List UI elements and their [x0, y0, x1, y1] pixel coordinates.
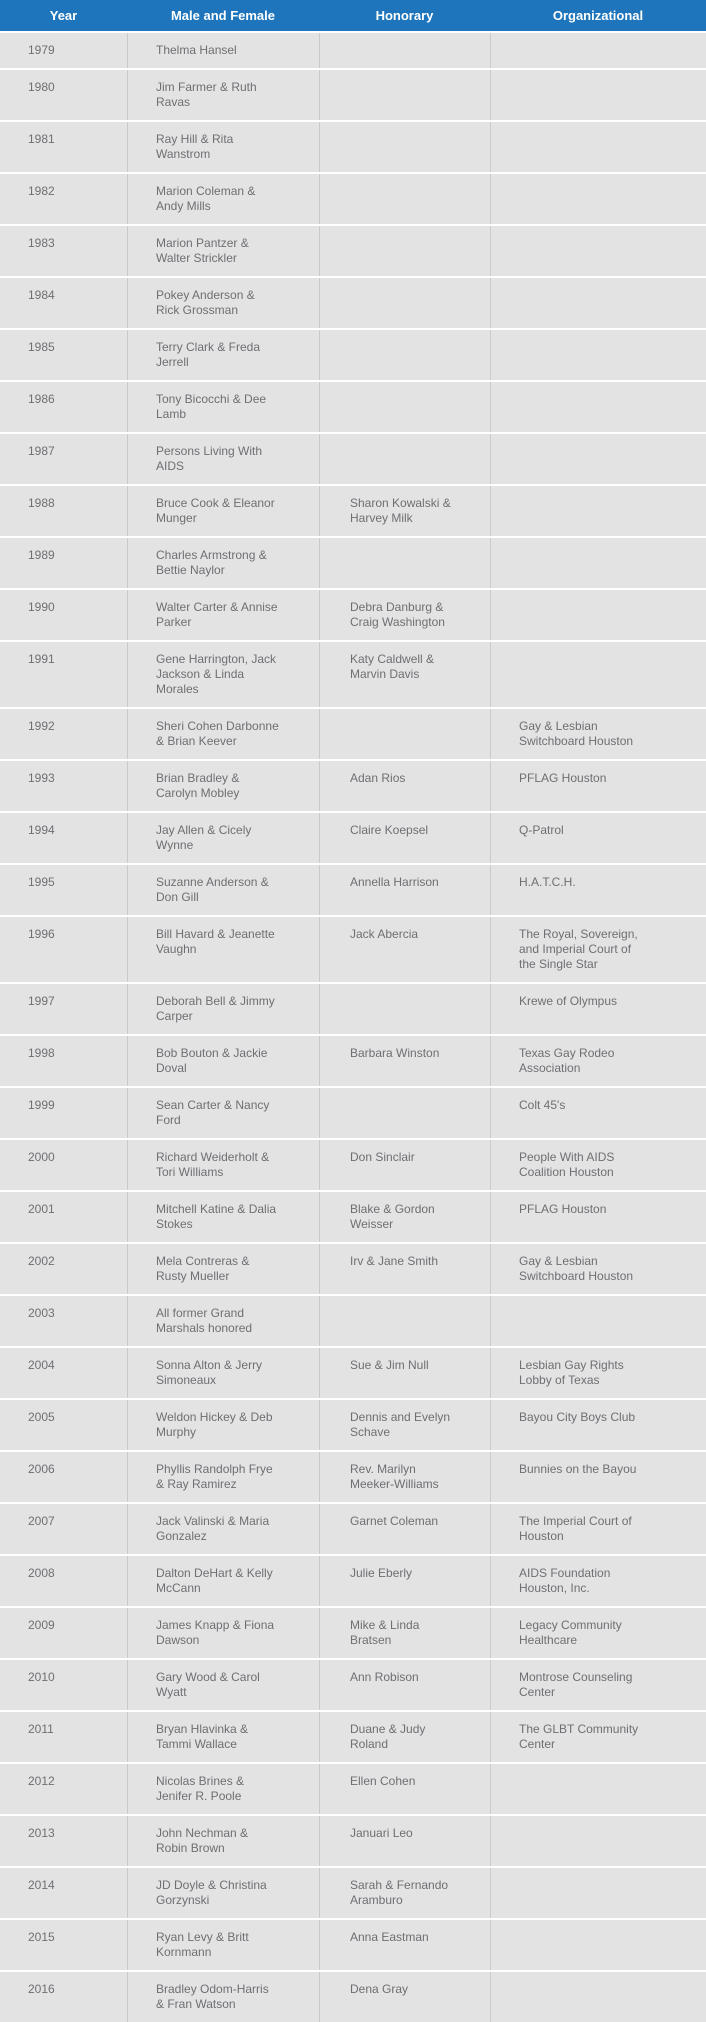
cell-honorary: Claire Koepsel [319, 813, 490, 863]
cell-organizational [490, 122, 706, 172]
cell-organizational: Colt 45's [490, 1088, 706, 1138]
cell-organizational: Gay & Lesbian Switchboard Houston [490, 1244, 706, 1294]
cell-male-and-female: Marion Pantzer & Walter Strickler [127, 226, 319, 276]
cell-year: 1984 [28, 288, 55, 302]
table-row [0, 122, 706, 172]
column-header-honorary: Honorary [375, 8, 434, 23]
table-row [0, 278, 706, 328]
table-row [0, 1296, 706, 1346]
cell-male-and-female: Bradley Odom-Harris & Fran Watson [127, 1972, 319, 2022]
cell-honorary: Duane & Judy Roland [319, 1712, 490, 1762]
cell-male-and-female: Nicolas Brines & Jenifer R. Poole [127, 1764, 319, 1814]
cell-year: 2011 [28, 1722, 54, 1736]
cell-male-and-female: Weldon Hickey & Deb Murphy [127, 1400, 319, 1450]
cell-year: 1992 [28, 719, 55, 733]
cell-year: 1983 [28, 236, 55, 250]
cell-male-and-female: Gary Wood & Carol Wyatt [127, 1660, 319, 1710]
cell-year: 1997 [28, 994, 55, 1008]
cell-honorary: Anna Eastman [319, 1920, 490, 1970]
table-row [0, 813, 706, 863]
table-row [0, 1192, 706, 1242]
cell-year: 2015 [28, 1930, 55, 1944]
cell-honorary: Sarah & Fernando Aramburo [319, 1868, 490, 1918]
cell-male-and-female: Persons Living With AIDS [127, 434, 319, 484]
cell-organizational [490, 1296, 706, 1346]
cell-year: 1989 [28, 548, 55, 562]
cell-honorary: Blake & Gordon Weisser [319, 1192, 490, 1242]
cell-honorary [319, 382, 490, 432]
cell-honorary: Rev. Marilyn Meeker-Williams [319, 1452, 490, 1502]
table-row [0, 174, 706, 224]
cell-year: 1982 [28, 184, 55, 198]
cell-honorary: Adan Rios [319, 761, 490, 811]
cell-organizational: The Imperial Court of Houston [490, 1504, 706, 1554]
table-row [0, 1556, 706, 1606]
table-row [0, 1140, 706, 1190]
cell-male-and-female: Suzanne Anderson & Don Gill [127, 865, 319, 915]
cell-year: 2004 [28, 1358, 55, 1372]
cell-year: 1998 [28, 1046, 55, 1060]
table-row [0, 1348, 706, 1398]
cell-honorary: Katy Caldwell & Marvin Davis [319, 642, 490, 707]
cell-year: 1990 [28, 600, 55, 614]
table-row [0, 917, 706, 982]
cell-organizational [490, 1972, 706, 2022]
cell-male-and-female: Bryan Hlavinka & Tammi Wallace [127, 1712, 319, 1762]
cell-male-and-female: Jim Farmer & Ruth Ravas [127, 70, 319, 120]
cell-male-and-female: Mela Contreras & Rusty Mueller [127, 1244, 319, 1294]
cell-honorary: Januari Leo [319, 1816, 490, 1866]
cell-honorary [319, 709, 490, 759]
cell-year: 1995 [28, 875, 55, 889]
cell-organizational: AIDS Foundation Houston, Inc. [490, 1556, 706, 1606]
table-row [0, 865, 706, 915]
cell-year: 2012 [28, 1774, 55, 1788]
table-row [0, 1816, 706, 1866]
cell-honorary: Irv & Jane Smith [319, 1244, 490, 1294]
cell-honorary [319, 330, 490, 380]
table-row [0, 330, 706, 380]
cell-year: 2000 [28, 1150, 55, 1164]
cell-male-and-female: Gene Harrington, Jack Jackson & Linda Morales [127, 642, 319, 707]
table-row [0, 1504, 706, 1554]
table-row [0, 984, 706, 1034]
cell-organizational: The Royal, Sovereign, and Imperial Court of the Single Star [490, 917, 706, 982]
cell-honorary: Annella Harrison [319, 865, 490, 915]
table-row [0, 434, 706, 484]
cell-organizational [490, 1920, 706, 1970]
table-row [0, 1244, 706, 1294]
table-row [0, 1712, 706, 1762]
cell-male-and-female: Sonna Alton & Jerry Simoneaux [127, 1348, 319, 1398]
table-row [0, 1868, 706, 1918]
cell-honorary: Ann Robison [319, 1660, 490, 1710]
cell-honorary: Debra Danburg & Craig Washington [319, 590, 490, 640]
table-row [0, 1920, 706, 1970]
cell-male-and-female: JD Doyle & Christina Gorzynski [127, 1868, 319, 1918]
cell-honorary [319, 434, 490, 484]
table-row [0, 70, 706, 120]
cell-year: 2006 [28, 1462, 55, 1476]
table-row [0, 1608, 706, 1658]
table-row [0, 1452, 706, 1502]
cell-honorary: Don Sinclair [319, 1140, 490, 1190]
cell-organizational [490, 1816, 706, 1866]
cell-organizational: Gay & Lesbian Switchboard Houston [490, 709, 706, 759]
table-row [0, 590, 706, 640]
cell-male-and-female: Bill Havard & Jeanette Vaughn [127, 917, 319, 982]
cell-male-and-female: John Nechman & Robin Brown [127, 1816, 319, 1866]
cell-year: 2009 [28, 1618, 55, 1632]
table-header-row [0, 0, 706, 31]
cell-male-and-female: Bruce Cook & Eleanor Munger [127, 486, 319, 536]
cell-organizational: Texas Gay Rodeo Association [490, 1036, 706, 1086]
cell-year: 1999 [28, 1098, 55, 1112]
cell-organizational: People With AIDS Coalition Houston [490, 1140, 706, 1190]
cell-male-and-female: Jay Allen & Cicely Wynne [127, 813, 319, 863]
cell-male-and-female: Dalton DeHart & Kelly McCann [127, 1556, 319, 1606]
cell-organizational [490, 330, 706, 380]
table-row [0, 761, 706, 811]
table-row [0, 1088, 706, 1138]
table-row [0, 1036, 706, 1086]
cell-organizational: Bayou City Boys Club [490, 1400, 706, 1450]
cell-honorary [319, 538, 490, 588]
cell-year: 1994 [28, 823, 55, 837]
cell-year: 1993 [28, 771, 55, 785]
cell-male-and-female: Ray Hill & Rita Wanstrom [127, 122, 319, 172]
cell-male-and-female: Mitchell Katine & Dalia Stokes [127, 1192, 319, 1242]
cell-male-and-female: Brian Bradley & Carolyn Mobley [127, 761, 319, 811]
cell-honorary: Dena Gray [319, 1972, 490, 2022]
cell-organizational [490, 434, 706, 484]
table-row [0, 538, 706, 588]
cell-male-and-female: All former Grand Marshals honored [127, 1296, 319, 1346]
cell-organizational: Montrose Counseling Center [490, 1660, 706, 1710]
cell-year: 2014 [28, 1878, 55, 1892]
cell-male-and-female: Sheri Cohen Darbonne & Brian Keever [127, 709, 319, 759]
cell-year: 1988 [28, 496, 55, 510]
cell-male-and-female: Walter Carter & Annise Parker [127, 590, 319, 640]
table-row [0, 709, 706, 759]
cell-honorary: Garnet Coleman [319, 1504, 490, 1554]
table-body [0, 33, 706, 2022]
cell-male-and-female: Thelma Hansel [127, 33, 319, 68]
cell-honorary [319, 33, 490, 68]
cell-year: 1979 [28, 43, 55, 57]
cell-honorary [319, 70, 490, 120]
cell-year: 2010 [28, 1670, 55, 1684]
cell-organizational: Legacy Community Healthcare [490, 1608, 706, 1658]
column-header-year: Year [49, 8, 78, 23]
cell-male-and-female: Pokey Anderson & Rick Grossman [127, 278, 319, 328]
table-row [0, 1660, 706, 1710]
cell-male-and-female: Charles Armstrong & Bettie Naylor [127, 538, 319, 588]
cell-year: 1981 [28, 132, 55, 146]
cell-organizational: PFLAG Houston [490, 1192, 706, 1242]
cell-male-and-female: Marion Coleman & Andy Mills [127, 174, 319, 224]
cell-male-and-female: Tony Bicocchi & Dee Lamb [127, 382, 319, 432]
cell-male-and-female: James Knapp & Fiona Dawson [127, 1608, 319, 1658]
cell-honorary: Mike & Linda Bratsen [319, 1608, 490, 1658]
cell-organizational: Q-Patrol [490, 813, 706, 863]
cell-organizational [490, 33, 706, 68]
cell-year: 2013 [28, 1826, 55, 1840]
cell-male-and-female: Deborah Bell & Jimmy Carper [127, 984, 319, 1034]
cell-organizational [490, 538, 706, 588]
table-row [0, 226, 706, 276]
cell-organizational: Bunnies on the Bayou [490, 1452, 706, 1502]
cell-honorary [319, 984, 490, 1034]
cell-year: 2016 [28, 1982, 55, 1996]
cell-organizational: Krewe of Olympus [490, 984, 706, 1034]
table-row [0, 486, 706, 536]
cell-honorary [319, 1296, 490, 1346]
cell-year: 2001 [28, 1202, 55, 1216]
cell-year: 1986 [28, 392, 55, 406]
cell-year: 2003 [28, 1306, 55, 1320]
cell-year: 1991 [28, 652, 55, 666]
cell-male-and-female: Ryan Levy & Britt Kornmann [127, 1920, 319, 1970]
cell-honorary [319, 226, 490, 276]
cell-organizational [490, 70, 706, 120]
cell-year: 2008 [28, 1566, 55, 1580]
cell-organizational [490, 278, 706, 328]
column-header-male-and-female: Male and Female [170, 8, 276, 23]
cell-organizational: Lesbian Gay Rights Lobby of Texas [490, 1348, 706, 1398]
table-row [0, 1764, 706, 1814]
cell-organizational [490, 174, 706, 224]
cell-organizational [490, 382, 706, 432]
cell-year: 1987 [28, 444, 55, 458]
cell-year: 2005 [28, 1410, 55, 1424]
cell-male-and-female: Phyllis Randolph Frye & Ray Ramirez [127, 1452, 319, 1502]
cell-honorary: Barbara Winston [319, 1036, 490, 1086]
cell-honorary [319, 122, 490, 172]
cell-organizational [490, 1868, 706, 1918]
cell-organizational: H.A.T.C.H. [490, 865, 706, 915]
cell-organizational [490, 590, 706, 640]
table-row [0, 642, 706, 707]
cell-honorary: Jack Abercia [319, 917, 490, 982]
cell-organizational: The GLBT Community Center [490, 1712, 706, 1762]
cell-year: 2002 [28, 1254, 55, 1268]
cell-male-and-female: Sean Carter & Nancy Ford [127, 1088, 319, 1138]
cell-organizational: PFLAG Houston [490, 761, 706, 811]
table-row [0, 382, 706, 432]
cell-male-and-female: Richard Weiderholt & Tori Williams [127, 1140, 319, 1190]
cell-honorary: Dennis and Evelyn Schave [319, 1400, 490, 1450]
cell-male-and-female: Jack Valinski & Maria Gonzalez [127, 1504, 319, 1554]
cell-organizational [490, 226, 706, 276]
cell-honorary [319, 278, 490, 328]
cell-honorary: Ellen Cohen [319, 1764, 490, 1814]
table-row [0, 33, 706, 68]
cell-organizational [490, 486, 706, 536]
table-row [0, 1972, 706, 2022]
cell-honorary: Julie Eberly [319, 1556, 490, 1606]
cell-male-and-female: Bob Bouton & Jackie Doval [127, 1036, 319, 1086]
cell-organizational [490, 1764, 706, 1814]
cell-organizational [490, 642, 706, 707]
cell-year: 1980 [28, 80, 55, 94]
cell-honorary [319, 1088, 490, 1138]
cell-honorary: Sue & Jim Null [319, 1348, 490, 1398]
cell-year: 2007 [28, 1514, 55, 1528]
table-row [0, 1400, 706, 1450]
cell-year: 1985 [28, 340, 55, 354]
cell-honorary [319, 174, 490, 224]
column-header-organizational: Organizational [552, 8, 644, 23]
cell-honorary: Sharon Kowalski & Harvey Milk [319, 486, 490, 536]
cell-male-and-female: Terry Clark & Freda Jerrell [127, 330, 319, 380]
cell-year: 1996 [28, 927, 55, 941]
